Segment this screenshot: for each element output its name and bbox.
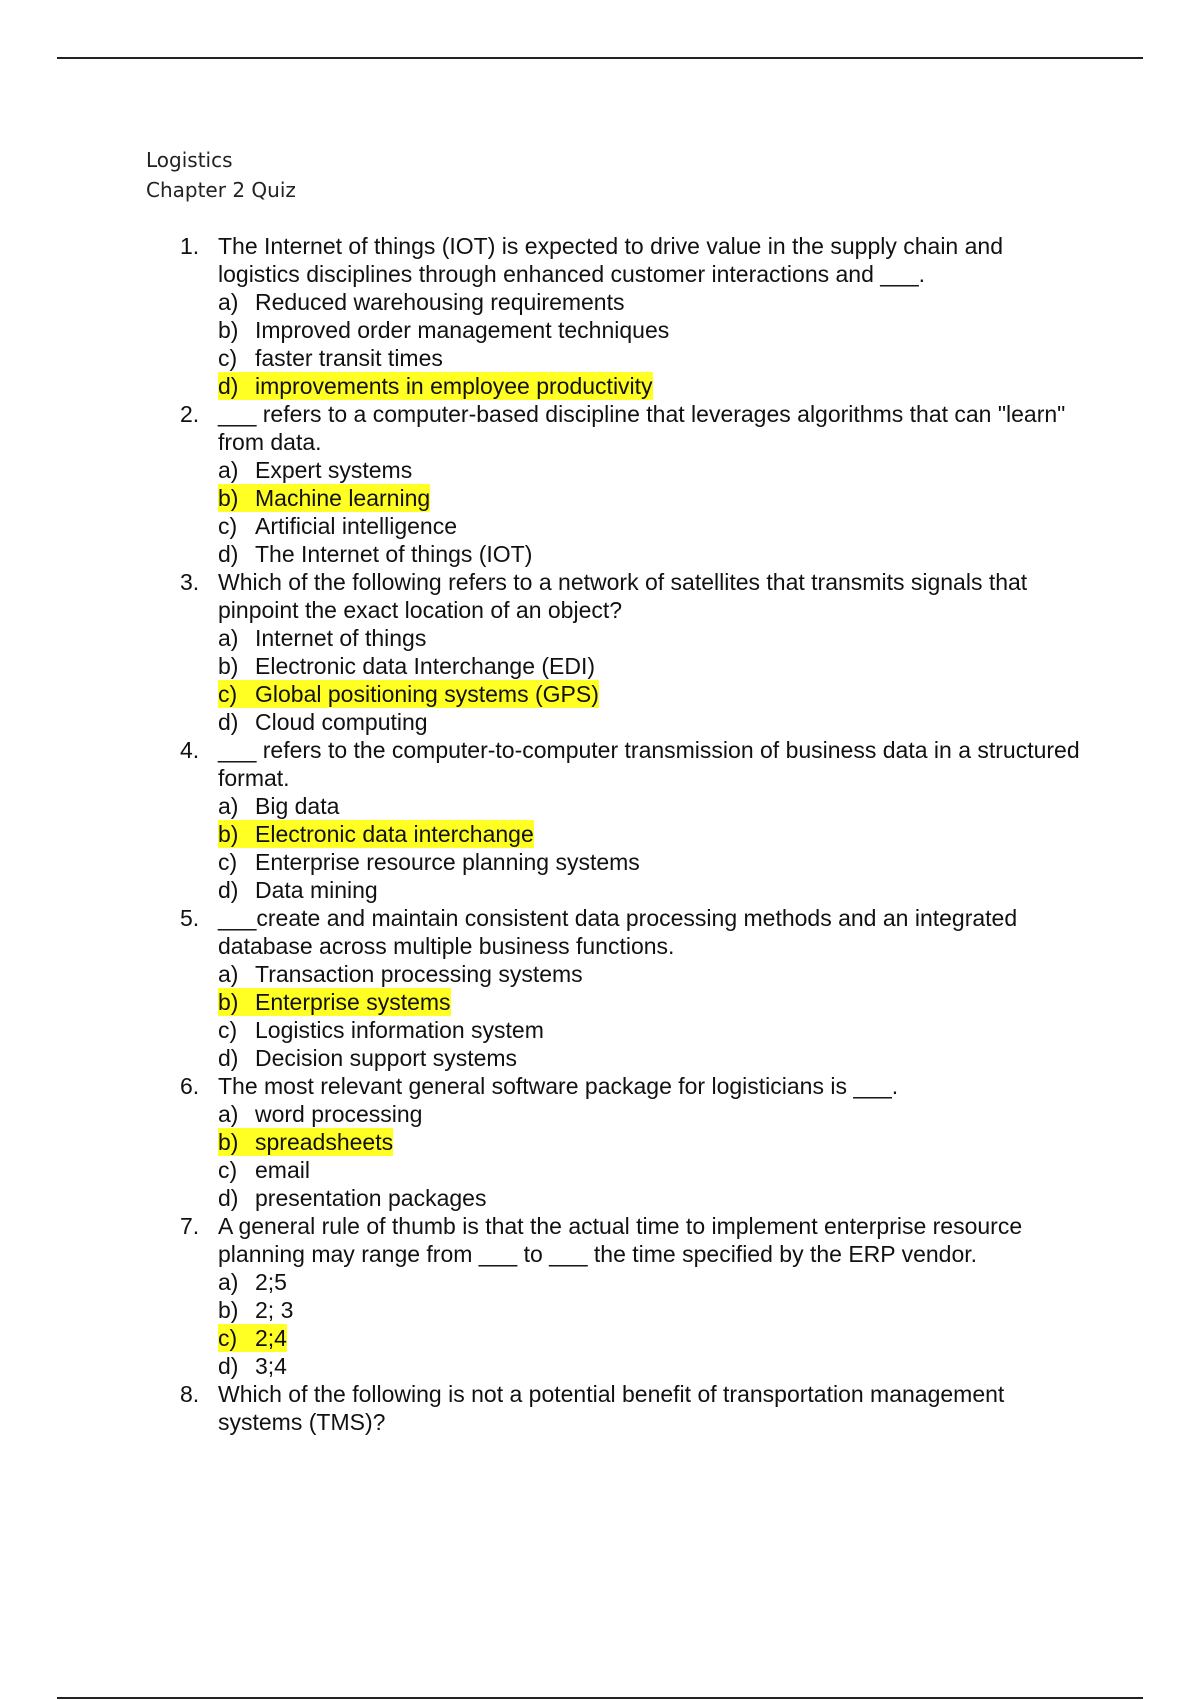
option-c [218, 1016, 1080, 1044]
option-c-highlighted [218, 1324, 1080, 1352]
option-text: 2; 3 [255, 1297, 294, 1323]
option-letter: a) [218, 625, 239, 651]
question-7 [180, 1212, 1080, 1380]
question-4 [180, 736, 1080, 904]
option-text: Machine learning [255, 485, 431, 511]
option-letter: d) [218, 877, 239, 903]
option-text: Global positioning systems (GPS) [255, 681, 599, 707]
bottom-rule [57, 1697, 1143, 1699]
option-a [218, 288, 1080, 316]
option-c [218, 1156, 1080, 1184]
question-number: 2. [180, 401, 200, 427]
option-text: Artificial intelligence [255, 513, 457, 539]
option-text: Internet of things [255, 625, 427, 651]
question-text: ___ refers to a computer-based discipline that leverages algorithms that can "learn" from data. [218, 401, 1066, 455]
option-d [218, 1044, 1080, 1072]
answer-highlight [218, 1324, 287, 1352]
option-c [218, 512, 1080, 540]
option-letter: c) [218, 513, 238, 539]
option-text: Logistics information system [255, 1017, 544, 1043]
option-a [218, 1268, 1080, 1296]
option-text: 3;4 [255, 1353, 287, 1379]
option-text: The Internet of things (IOT) [255, 541, 533, 567]
option-text: Reduced warehousing requirements [255, 289, 625, 315]
option-c [218, 344, 1080, 372]
top-rule [57, 57, 1143, 59]
question-number: 1. [180, 233, 200, 259]
option-letter: b) [218, 317, 239, 343]
option-letter: a) [218, 961, 239, 987]
option-text: Big data [255, 793, 340, 819]
quiz-list [180, 232, 1080, 1436]
option-letter: d) [218, 1045, 239, 1071]
option-text: Transaction processing systems [255, 961, 583, 987]
option-b [218, 652, 1080, 680]
option-letter: a) [218, 457, 239, 483]
question-text: ___ refers to the computer-to-computer transmission of business data in a structured format. [218, 737, 1080, 791]
option-a [218, 960, 1080, 988]
option-letter: d) [218, 1353, 239, 1379]
option-letter: a) [218, 289, 239, 315]
option-letter: d) [218, 709, 239, 735]
option-b-highlighted [218, 484, 1080, 512]
option-text: email [255, 1157, 310, 1183]
question-5 [180, 904, 1080, 1072]
question-2 [180, 400, 1080, 568]
option-letter: c) [218, 1157, 238, 1183]
question-1 [180, 232, 1080, 400]
option-b-highlighted [218, 820, 1080, 848]
question-number: 6. [180, 1073, 200, 1099]
option-text: word processing [255, 1101, 423, 1127]
option-d-highlighted [218, 372, 1080, 400]
option-d [218, 540, 1080, 568]
question-8 [180, 1380, 1080, 1436]
option-text: Cloud computing [255, 709, 428, 735]
option-letter: b) [218, 1297, 239, 1323]
option-letter: c) [218, 849, 238, 875]
option-text: 2;5 [255, 1269, 287, 1295]
question-text: Which of the following refers to a network of satellites that transmits signals that pinpoint the exact location of an object? [218, 569, 1028, 623]
answer-highlight [218, 484, 430, 512]
option-b-highlighted [218, 1128, 1080, 1156]
option-b-highlighted [218, 988, 1080, 1016]
answer-highlight [218, 988, 451, 1016]
option-letter: c) [218, 1017, 238, 1043]
option-letter: b) [218, 485, 239, 511]
document-header [146, 145, 296, 205]
option-c-highlighted [218, 680, 1080, 708]
option-letter: c) [218, 345, 238, 371]
option-letter: c) [218, 1325, 238, 1351]
answer-highlight [218, 372, 653, 400]
question-6 [180, 1072, 1080, 1212]
question-number: 7. [180, 1213, 200, 1239]
answer-highlight [218, 680, 599, 708]
question-number: 3. [180, 569, 200, 595]
option-text: Enterprise systems [255, 989, 451, 1015]
option-letter: a) [218, 1101, 239, 1127]
quiz-title: Chapter 2 Quiz [146, 178, 296, 202]
option-text: Data mining [255, 877, 378, 903]
option-letter: a) [218, 793, 239, 819]
option-letter: c) [218, 681, 238, 707]
option-text: Electronic data Interchange (EDI) [255, 653, 596, 679]
option-text: Improved order management techniques [255, 317, 670, 343]
option-text: Electronic data interchange [255, 821, 534, 847]
option-text: spreadsheets [255, 1129, 394, 1155]
option-text: Enterprise resource planning systems [255, 849, 640, 875]
question-text: A general rule of thumb is that the actual time to implement enterprise resource planning may range from ___ to ___ the time specified by the ERP vendor. [218, 1213, 1023, 1267]
course-title: Logistics [146, 148, 233, 172]
option-a [218, 1100, 1080, 1128]
option-text: Expert systems [255, 457, 413, 483]
option-text: faster transit times [255, 345, 443, 371]
option-b [218, 1296, 1080, 1324]
answer-highlight [218, 820, 534, 848]
option-letter: a) [218, 1269, 239, 1295]
option-letter: b) [218, 1129, 239, 1155]
option-text: Decision support systems [255, 1045, 518, 1071]
option-b [218, 316, 1080, 344]
option-letter: b) [218, 989, 239, 1015]
question-3 [180, 568, 1080, 736]
option-letter: b) [218, 653, 239, 679]
option-d [218, 876, 1080, 904]
option-letter: b) [218, 821, 239, 847]
option-letter: d) [218, 541, 239, 567]
option-letter: d) [218, 373, 239, 399]
question-text: The most relevant general software package for logisticians is ___. [218, 1073, 899, 1099]
option-text: presentation packages [255, 1185, 487, 1211]
option-a [218, 792, 1080, 820]
option-c [218, 848, 1080, 876]
question-text: The Internet of things (IOT) is expected to drive value in the supply chain and logistics disciplines through enhanced customer interactions and ___. [218, 233, 1003, 287]
question-text: ___create and maintain consistent data processing methods and an integrated database across multiple business functions. [218, 905, 1018, 959]
option-text: 2;4 [255, 1325, 287, 1351]
option-d [218, 1352, 1080, 1380]
question-text: Which of the following is not a potential benefit of transportation management systems (TMS)? [218, 1381, 1005, 1435]
option-a [218, 456, 1080, 484]
option-letter: d) [218, 1185, 239, 1211]
option-text: improvements in employee productivity [255, 373, 653, 399]
option-d [218, 708, 1080, 736]
question-number: 5. [180, 905, 200, 931]
option-a [218, 624, 1080, 652]
question-number: 8. [180, 1381, 200, 1407]
answer-highlight [218, 1128, 393, 1156]
question-number: 4. [180, 737, 200, 763]
option-d [218, 1184, 1080, 1212]
